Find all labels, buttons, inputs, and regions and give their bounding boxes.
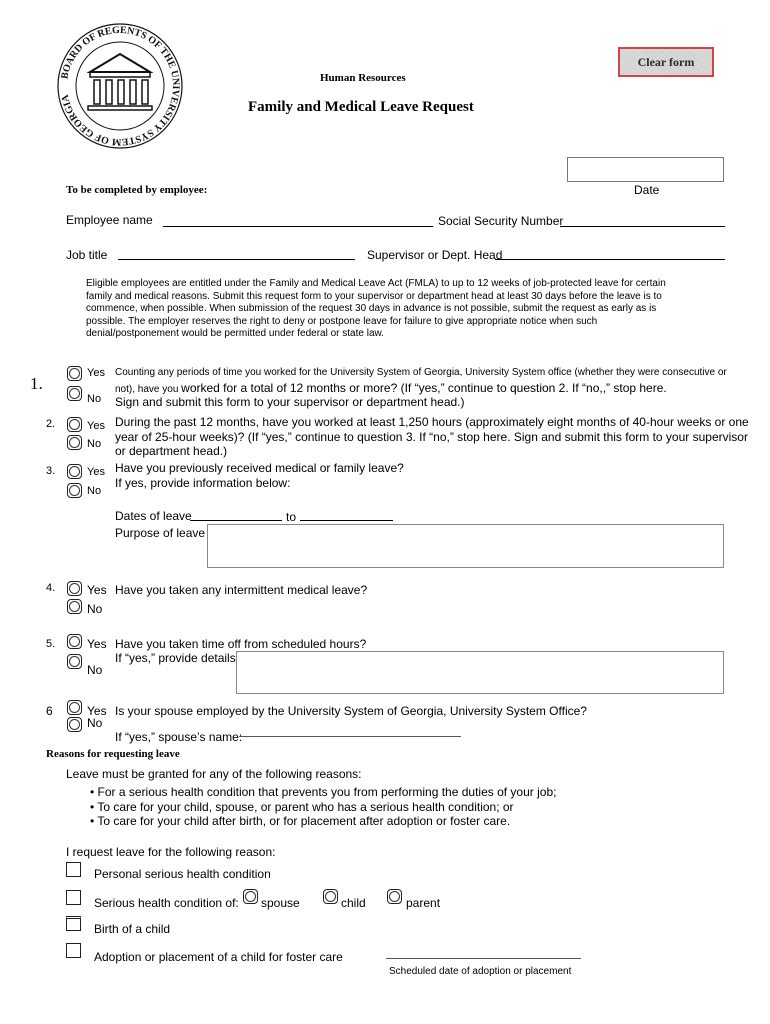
spouse-name-field[interactable] [239, 736, 461, 737]
q1-no-label: No [87, 393, 102, 405]
q3-yes-radio[interactable] [67, 464, 82, 479]
adoption-checkbox[interactable] [66, 943, 81, 958]
q5-no-radio[interactable] [67, 654, 82, 669]
svg-text:BOARD OF REGENTS OF THE UNIVER [59, 25, 181, 147]
leave-start-date-field[interactable] [190, 520, 282, 521]
q2-text-line3: or department head.) [115, 444, 228, 458]
q4-number: 4. [46, 582, 56, 594]
q1-no-radio[interactable] [67, 386, 82, 401]
ssn-label: Social Security Number [438, 214, 564, 228]
q4-text: Have you taken any intermittent medical leave? [115, 583, 368, 597]
spouse-name-label: If “yes,” spouse’s name: [115, 730, 243, 744]
q3-no-radio[interactable] [67, 483, 82, 498]
q2-text-line1: During the past 12 months, have you worked at least 1,250 hours (approximately eight months of 40-hour weeks or one [115, 415, 749, 429]
q1-yes-label: Yes [87, 367, 105, 379]
supervisor-label: Supervisor or Dept. Head [367, 248, 503, 262]
q2-no-radio[interactable] [67, 435, 82, 450]
reason-bullet-3: • To care for your child after birth, or for placement after adoption or foster care. [90, 814, 511, 828]
purpose-of-leave-label: Purpose of leave [115, 526, 206, 540]
q4-yes-label: Yes [87, 583, 107, 597]
spouse-label: spouse [261, 896, 300, 910]
child-radio[interactable] [323, 889, 338, 904]
q1-text-line2b: worked for a total of 12 months or more? (If “yes,” continue to question 2. If “no,,” stop here. [181, 381, 667, 395]
q6-number: 6 [46, 704, 53, 718]
personal-condition-checkbox[interactable] [66, 862, 81, 877]
q5-text: Have you taken time off from scheduled hours? [115, 637, 367, 651]
scheduled-date-label: Scheduled date of adoption or placement [389, 966, 572, 977]
child-label: child [341, 896, 366, 910]
q6-no-label: No [87, 716, 103, 730]
reason-bullet-2: • To care for your child, spouse, or parent who has a serious health condition; or [90, 800, 514, 814]
q3-text-line2: If yes, provide information below: [115, 476, 291, 490]
serious-condition-label: Serious health condition of: [94, 896, 239, 910]
q3-no-label: No [87, 485, 102, 497]
q3-number: 3. [46, 465, 56, 477]
q1-number: 1. [30, 374, 43, 393]
leave-end-date-field[interactable] [300, 520, 393, 521]
q1-yes-radio[interactable] [67, 366, 82, 381]
q5-yes-label: Yes [87, 637, 107, 651]
clear-form-button[interactable]: Clear form [618, 47, 714, 77]
serious-condition-checkbox[interactable] [66, 890, 81, 905]
reason-bullet-1: • For a serious health condition that prevents you from performing the duties of your job; [90, 785, 557, 799]
q5-details-label: If “yes,” provide details [115, 651, 236, 665]
q6-yes-radio[interactable] [67, 700, 82, 715]
parent-label: parent [406, 896, 441, 910]
reasons-heading: Reasons for requesting leave [46, 748, 180, 760]
q2-yes-label: Yes [87, 420, 105, 432]
spouse-radio[interactable] [243, 889, 258, 904]
seal-text: BOARD OF REGENTS OF THE UNIVERSITY SYSTEM OF GEORGIA [59, 24, 182, 148]
job-title-field[interactable] [118, 259, 355, 260]
date-field[interactable] [567, 157, 724, 182]
q1-text-line1: Counting any periods of time you worked for the University System of Georgia, University System office (whether they were consecutive or [115, 367, 727, 378]
to-label: to [286, 510, 297, 524]
q6-text: Is your spouse employed by the University System of Georgia, University System Office? [115, 704, 587, 718]
q4-no-label: No [87, 602, 103, 616]
employee-name-field[interactable] [163, 226, 433, 227]
ssn-field[interactable] [560, 226, 725, 227]
q6-no-radio[interactable] [67, 717, 82, 732]
form-title: Family and Medical Leave Request [248, 99, 474, 115]
fmla-intro-paragraph: Eligible employees are entitled under the Family and Medical Leave Act (FMLA) to up to 12 weeks of job-protected leave for certain family and medical reasons. Submit this request form to your supervisor or department head at least 30 days before the leave is to commence, when possible. When submission of the request 30 days in advance is not possible, submit the request as early as is possible. The employer reserves the right to deny or postpone leave for failure to give appropriate notice when such denial/postponement would be permitted under federal or state law. [86, 278, 666, 340]
q4-yes-radio[interactable] [67, 581, 82, 596]
date-label: Date [634, 183, 660, 197]
q2-yes-radio[interactable] [67, 417, 82, 432]
q5-yes-radio[interactable] [67, 634, 82, 649]
q2-text-line2: year of 25-hour weeks)? (If “yes,” continue to question 3. If “no,” stop here. Sign and submit this form to your supervisor [115, 430, 748, 444]
q2-no-label: No [87, 438, 102, 450]
job-title-label: Job title [66, 248, 108, 262]
q3-text-line1: Have you previously received medical or family leave? [115, 461, 404, 475]
q2-number: 2. [46, 418, 56, 430]
reasons-intro: Leave must be granted for any of the following reasons: [66, 767, 362, 781]
q5-no-label: No [87, 663, 103, 677]
personal-condition-label: Personal serious health condition [94, 867, 271, 881]
parent-radio[interactable] [387, 889, 402, 904]
q1-text-line3: Sign and submit this form to your supervisor or department head.) [115, 395, 465, 409]
q6-yes-label: Yes [87, 704, 107, 718]
q1-text-line2a: not), have you [115, 384, 182, 395]
dates-of-leave-label: Dates of leave [115, 509, 192, 523]
q5-details-field[interactable] [236, 651, 724, 694]
employee-section-heading: To be completed by employee: [66, 184, 208, 196]
purpose-of-leave-field[interactable] [207, 524, 724, 568]
request-reason-label: I request leave for the following reason: [66, 845, 276, 859]
adoption-label: Adoption or placement of a child for foster care [94, 950, 343, 964]
birth-of-child-checkbox[interactable] [66, 916, 81, 931]
q5-number: 5. [46, 638, 56, 650]
q4-no-radio[interactable] [67, 599, 82, 614]
q3-yes-label: Yes [87, 466, 105, 478]
employee-name-label: Employee name [66, 213, 153, 227]
birth-of-child-label: Birth of a child [94, 922, 171, 936]
scheduled-date-field[interactable] [386, 958, 581, 959]
org-name: Human Resources [320, 72, 406, 84]
q1-text-line2 [115, 381, 667, 395]
university-system-seal [54, 20, 186, 152]
supervisor-field[interactable] [495, 259, 725, 260]
